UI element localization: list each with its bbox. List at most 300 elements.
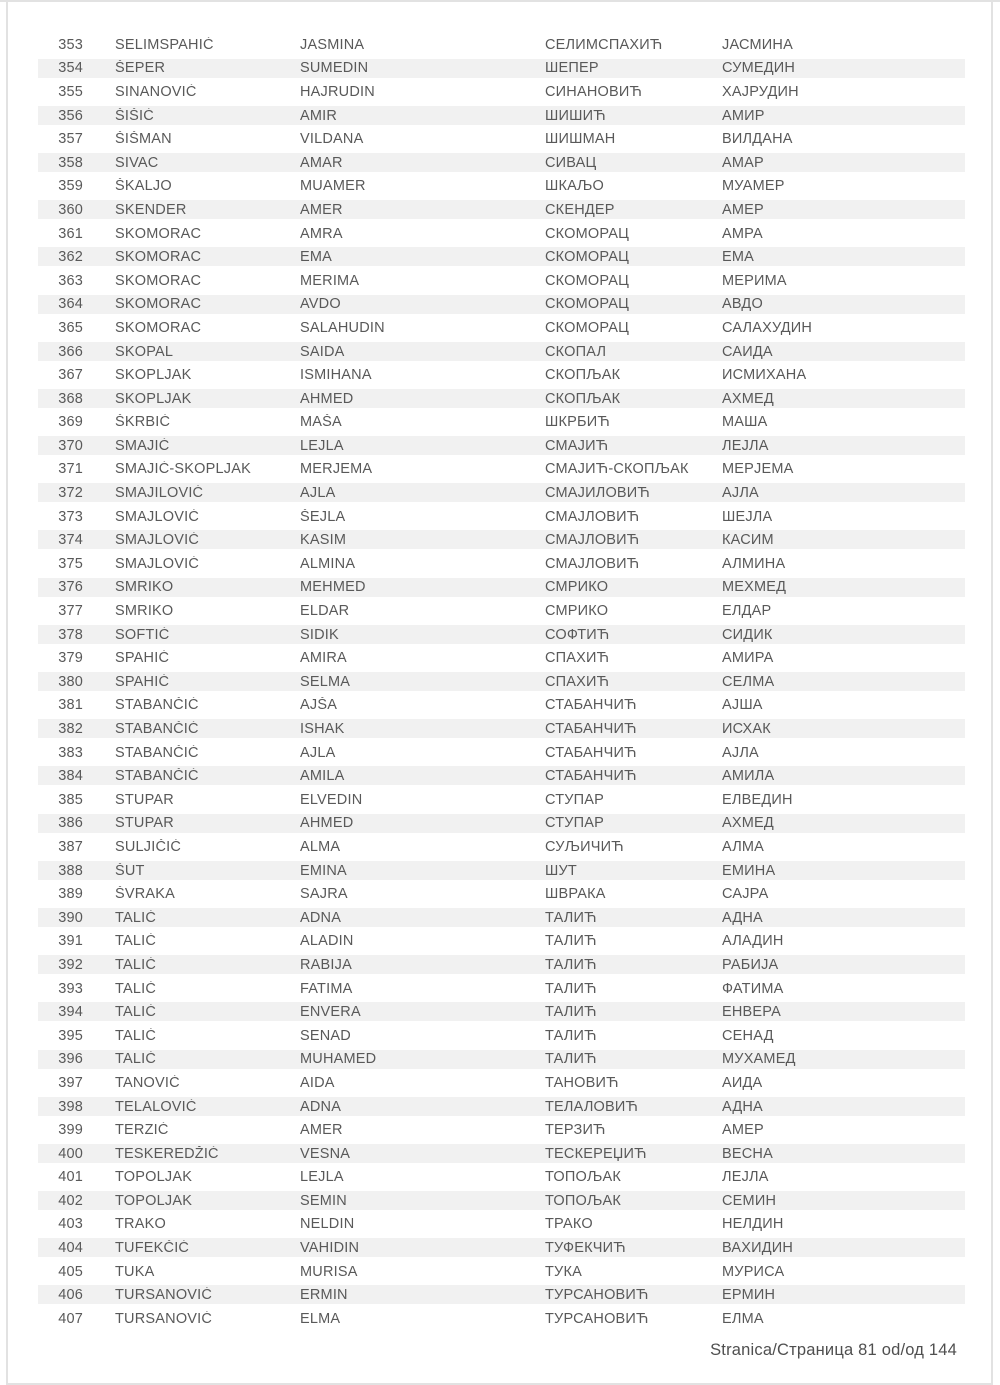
latin-given-name: AVDO — [300, 296, 341, 313]
cyrillic-surname: СКОМОРАЦ — [545, 319, 630, 336]
latin-surname: STABANČIĆ — [115, 744, 199, 761]
table-row — [38, 576, 965, 600]
latin-given-name: LEJLA — [300, 437, 344, 454]
latin-surname: SKOMORAC — [115, 225, 202, 242]
latin-given-name: SENAD — [300, 1027, 351, 1044]
latin-surname: SKOPLJAK — [115, 390, 192, 407]
row-number: 399 — [58, 1122, 83, 1139]
latin-given-name: SAJRA — [300, 886, 348, 903]
cyrillic-given-name: ИСХАК — [722, 721, 771, 738]
table-row — [38, 930, 965, 954]
cyrillic-surname: СКОМОРАЦ — [545, 296, 630, 313]
table-row — [38, 882, 965, 906]
latin-given-name: AJLA — [300, 744, 336, 761]
table-row — [38, 646, 965, 670]
cyrillic-surname: ШКРБИЋ — [545, 414, 610, 431]
latin-given-name: AMAR — [300, 154, 343, 171]
cyrillic-given-name: ИСМИХАНА — [722, 367, 807, 384]
cyrillic-surname: СМАЈИЋ — [545, 437, 609, 454]
latin-surname: TALIĆ — [115, 909, 157, 926]
table-row — [38, 835, 965, 859]
row-number: 370 — [58, 437, 83, 454]
table-row — [38, 788, 965, 812]
row-number: 373 — [58, 508, 83, 525]
latin-given-name: SAIDA — [300, 343, 345, 360]
latin-given-name: ALMA — [300, 838, 341, 855]
latin-surname: TURSANOVIĆ — [115, 1310, 213, 1327]
cyrillic-surname: ТЕЛАЛОВИЋ — [545, 1098, 639, 1115]
latin-given-name: MAŠA — [300, 414, 342, 431]
names-table — [38, 33, 965, 1331]
row-number: 367 — [58, 367, 83, 384]
row-number: 386 — [58, 815, 83, 832]
row-number: 397 — [58, 1074, 83, 1091]
row-number: 385 — [58, 791, 83, 808]
row-number: 381 — [58, 697, 83, 714]
table-row — [38, 1260, 965, 1284]
cyrillic-surname: ТУКА — [545, 1263, 582, 1280]
cyrillic-surname: ТАЛИЋ — [545, 1027, 597, 1044]
latin-given-name: KASIM — [300, 532, 347, 549]
row-number: 395 — [58, 1027, 83, 1044]
cyrillic-surname: СУЉИЧИЋ — [545, 838, 624, 855]
row-number: 382 — [58, 721, 83, 738]
row-number: 358 — [58, 154, 83, 171]
page-number-label: Stranica/Страница 81 od/од 144 — [710, 1341, 957, 1359]
latin-surname: TESKEREDŽIĆ — [115, 1145, 219, 1162]
cyrillic-given-name: АЈША — [722, 697, 763, 714]
cyrillic-surname: ШУТ — [545, 862, 577, 879]
latin-given-name: AMILA — [300, 768, 345, 785]
table-row — [38, 411, 965, 435]
row-number: 354 — [58, 60, 83, 77]
latin-surname: TOPOLJAK — [115, 1192, 193, 1209]
latin-given-name: MERJEMA — [300, 461, 373, 478]
table-row — [38, 316, 965, 340]
latin-surname: SMRIKO — [115, 579, 174, 596]
table-row — [38, 670, 965, 694]
latin-given-name: ENVERA — [300, 1004, 361, 1021]
latin-surname: SKOMORAC — [115, 249, 202, 266]
latin-given-name: JASMINA — [300, 36, 365, 53]
row-number: 392 — [58, 956, 83, 973]
latin-surname: STABANČIĆ — [115, 697, 199, 714]
latin-given-name: MEHMED — [300, 579, 366, 596]
row-number: 390 — [58, 909, 83, 926]
cyrillic-surname: ШИШИЋ — [545, 107, 606, 124]
latin-given-name: SIDIK — [300, 626, 339, 643]
cyrillic-given-name: ФАТИМА — [722, 980, 784, 997]
table-row — [38, 80, 965, 104]
latin-given-name: AHMED — [300, 390, 354, 407]
table-row — [38, 269, 965, 293]
row-number: 394 — [58, 1004, 83, 1021]
cyrillic-given-name: ХАЈРУДИН — [722, 83, 799, 100]
cyrillic-given-name: СЕНАД — [722, 1027, 774, 1044]
cyrillic-surname: СТАБАНЧИЋ — [545, 721, 637, 738]
cyrillic-given-name: КАСИМ — [722, 532, 774, 549]
latin-surname: TERZIĆ — [115, 1122, 169, 1139]
table-row — [38, 552, 965, 576]
row-number: 393 — [58, 980, 83, 997]
cyrillic-surname: СТУПАР — [545, 791, 605, 808]
row-number: 400 — [58, 1145, 83, 1162]
row-number: 407 — [58, 1310, 83, 1327]
table-row — [38, 1166, 965, 1190]
table-row — [38, 977, 965, 1001]
cyrillic-given-name: ВЕСНА — [722, 1145, 773, 1162]
cyrillic-surname: ТОПОЉАК — [545, 1192, 622, 1209]
latin-given-name: ERMIN — [300, 1287, 348, 1304]
cyrillic-given-name: ЛЕЈЛА — [722, 437, 769, 454]
cyrillic-surname: ТАНОВИЋ — [545, 1074, 619, 1091]
cyrillic-surname: ТАЛИЋ — [545, 956, 597, 973]
table-row — [38, 812, 965, 836]
latin-given-name: RABIJA — [300, 956, 352, 973]
row-number: 388 — [58, 862, 83, 879]
page-border-right — [991, 0, 993, 1383]
table-row — [38, 33, 965, 57]
table-row — [38, 1024, 965, 1048]
row-number: 366 — [58, 343, 83, 360]
row-number: 371 — [58, 461, 83, 478]
row-number: 376 — [58, 579, 83, 596]
cyrillic-surname: ТЕРЗИЋ — [545, 1122, 606, 1139]
table-row — [38, 623, 965, 647]
cyrillic-given-name: СИДИК — [722, 626, 773, 643]
cyrillic-surname: ТАЛИЋ — [545, 980, 597, 997]
latin-surname: TELALOVIĆ — [115, 1098, 197, 1115]
cyrillic-surname: ТРАКО — [545, 1216, 593, 1233]
table-row — [38, 599, 965, 623]
cyrillic-given-name: СУМЕДИН — [722, 60, 796, 77]
cyrillic-given-name: МЕРЈЕМА — [722, 461, 794, 478]
cyrillic-given-name: АИДА — [722, 1074, 763, 1091]
row-number: 353 — [58, 36, 83, 53]
cyrillic-given-name: ЕЛМА — [722, 1310, 764, 1327]
latin-surname: SKOPLJAK — [115, 367, 192, 384]
table-row — [38, 434, 965, 458]
cyrillic-surname: СТАБАНЧИЋ — [545, 697, 637, 714]
cyrillic-given-name: АДНА — [722, 1098, 763, 1115]
row-number: 372 — [58, 485, 83, 502]
latin-given-name: ISHAK — [300, 721, 345, 738]
cyrillic-given-name: АХМЕД — [722, 815, 774, 832]
latin-given-name: MURISA — [300, 1263, 358, 1280]
row-number: 406 — [58, 1287, 83, 1304]
cyrillic-surname: СКОПЉАК — [545, 367, 621, 384]
latin-given-name: SELMA — [300, 673, 351, 690]
cyrillic-given-name: ЕНВЕРА — [722, 1004, 782, 1021]
row-number: 404 — [58, 1240, 83, 1257]
cyrillic-surname: СМАЈЛОВИЋ — [545, 508, 640, 525]
table-row — [38, 340, 965, 364]
table-row — [38, 363, 965, 387]
latin-given-name: AMER — [300, 201, 343, 218]
latin-given-name: ELVEDIN — [300, 791, 363, 808]
latin-surname: SMAJIĆ — [115, 437, 170, 454]
table-row — [38, 1189, 965, 1213]
latin-surname: TALIĆ — [115, 1004, 157, 1021]
latin-surname: SKOMORAC — [115, 272, 202, 289]
latin-surname: STABANČIĆ — [115, 721, 199, 738]
row-number: 355 — [58, 83, 83, 100]
table-row — [38, 1071, 965, 1095]
cyrillic-given-name: ШЕЈЛА — [722, 508, 773, 525]
row-number: 402 — [58, 1192, 83, 1209]
cyrillic-given-name: ЈАСМИНА — [722, 36, 793, 53]
latin-surname: SELIMSPAHIĆ — [115, 36, 214, 53]
latin-given-name: AMER — [300, 1122, 343, 1139]
latin-surname: STUPAR — [115, 815, 174, 832]
latin-surname: SULJIČIĆ — [115, 838, 182, 855]
row-number: 369 — [58, 414, 83, 431]
cyrillic-surname: СМРИКО — [545, 603, 609, 620]
cyrillic-given-name: АЈЛА — [722, 744, 759, 761]
latin-given-name: ALADIN — [300, 933, 354, 950]
latin-surname: TOPOLJAK — [115, 1169, 193, 1186]
row-number: 374 — [58, 532, 83, 549]
latin-given-name: HAJRUDIN — [300, 83, 375, 100]
latin-given-name: AMRA — [300, 225, 343, 242]
latin-given-name: SUMEDIN — [300, 60, 369, 77]
cyrillic-given-name: АХМЕД — [722, 390, 774, 407]
row-number: 405 — [58, 1263, 83, 1280]
row-number: 357 — [58, 131, 83, 148]
table-row — [38, 104, 965, 128]
table-row — [38, 1307, 965, 1331]
table-row — [38, 1213, 965, 1237]
cyrillic-given-name: СЕМИН — [722, 1192, 777, 1209]
latin-given-name: ELMA — [300, 1310, 341, 1327]
latin-given-name: LEJLA — [300, 1169, 344, 1186]
latin-surname: SPAHIĆ — [115, 650, 170, 667]
cyrillic-surname: СКОПАЛ — [545, 343, 607, 360]
cyrillic-given-name: МУРИСА — [722, 1263, 785, 1280]
table-row — [38, 1048, 965, 1072]
latin-surname: SIVAC — [115, 154, 159, 171]
cyrillic-surname: СМРИКО — [545, 579, 609, 596]
cyrillic-given-name: САИДА — [722, 343, 773, 360]
cyrillic-given-name: МЕХМЕД — [722, 579, 787, 596]
table-row — [38, 741, 965, 765]
latin-given-name: ISMIHANA — [300, 367, 372, 384]
latin-surname: TALIĆ — [115, 980, 157, 997]
row-number: 401 — [58, 1169, 83, 1186]
latin-surname: SOFTIĆ — [115, 626, 170, 643]
cyrillic-surname: ШИШМАН — [545, 131, 616, 148]
latin-surname: SMAJIĆ-SKOPLJAK — [115, 461, 251, 478]
row-number: 391 — [58, 933, 83, 950]
table-row — [38, 222, 965, 246]
table-row — [38, 953, 965, 977]
row-number: 384 — [58, 768, 83, 785]
table-row — [38, 1000, 965, 1024]
latin-given-name: ŠEJLA — [300, 508, 346, 525]
table-row — [38, 151, 965, 175]
cyrillic-surname: ТАЛИЋ — [545, 1004, 597, 1021]
latin-given-name: NELDIN — [300, 1216, 355, 1233]
latin-surname: TRAKO — [115, 1216, 166, 1233]
row-number: 356 — [58, 107, 83, 124]
table-row — [38, 1095, 965, 1119]
latin-surname: STABANČIĆ — [115, 768, 199, 785]
latin-surname: SKENDER — [115, 201, 187, 218]
table-row — [38, 528, 965, 552]
cyrillic-surname: СКОМОРАЦ — [545, 249, 630, 266]
latin-surname: SKOMORAC — [115, 319, 202, 336]
cyrillic-surname: СПАХИЋ — [545, 650, 610, 667]
table-row — [38, 717, 965, 741]
cyrillic-surname: СМАЈЛОВИЋ — [545, 555, 640, 572]
row-number: 378 — [58, 626, 83, 643]
latin-surname: SKOMORAC — [115, 296, 202, 313]
page-border-left — [6, 0, 8, 1383]
cyrillic-given-name: АМЕР — [722, 1122, 764, 1139]
latin-surname: ŠUT — [115, 862, 145, 879]
latin-surname: STUPAR — [115, 791, 174, 808]
cyrillic-surname: СКОМОРАЦ — [545, 272, 630, 289]
latin-surname: SPAHIĆ — [115, 673, 170, 690]
row-number: 375 — [58, 555, 83, 572]
latin-surname: TALIĆ — [115, 933, 157, 950]
row-number: 364 — [58, 296, 83, 313]
table-row — [38, 694, 965, 718]
latin-given-name: AJLA — [300, 485, 336, 502]
table-row — [38, 1283, 965, 1307]
latin-given-name: EMA — [300, 249, 333, 266]
cyrillic-given-name: ЕЛДАР — [722, 603, 772, 620]
latin-surname: ŠIŠIĆ — [115, 107, 154, 124]
latin-given-name: VILDANA — [300, 131, 364, 148]
latin-surname: TURSANOVIĆ — [115, 1287, 213, 1304]
cyrillic-given-name: АЛМА — [722, 838, 765, 855]
row-number: 365 — [58, 319, 83, 336]
latin-given-name: AMIRA — [300, 650, 347, 667]
cyrillic-given-name: АМРА — [722, 225, 763, 242]
row-number: 368 — [58, 390, 83, 407]
row-number: 380 — [58, 673, 83, 690]
row-number: 362 — [58, 249, 83, 266]
latin-surname: SMRIKO — [115, 603, 174, 620]
row-number: 360 — [58, 201, 83, 218]
latin-surname: TANOVIĆ — [115, 1074, 180, 1091]
latin-surname: SMAJLOVIĆ — [115, 555, 199, 572]
table-row — [38, 198, 965, 222]
page-border-top — [0, 0, 1000, 2]
latin-given-name: SALAHUDIN — [300, 319, 385, 336]
table-row — [38, 859, 965, 883]
cyrillic-surname: ТАЛИЋ — [545, 1051, 597, 1068]
cyrillic-given-name: АЈЛА — [722, 485, 759, 502]
cyrillic-surname: ТУФЕКЧИЋ — [545, 1240, 626, 1257]
cyrillic-surname: СТАБАНЧИЋ — [545, 744, 637, 761]
table-row — [38, 458, 965, 482]
cyrillic-surname: СКОМОРАЦ — [545, 225, 630, 242]
cyrillic-given-name: ЕМИНА — [722, 862, 776, 879]
row-number: 403 — [58, 1216, 83, 1233]
cyrillic-given-name: АМЕР — [722, 201, 764, 218]
cyrillic-given-name: ЕЛВЕДИН — [722, 791, 793, 808]
row-number: 398 — [58, 1098, 83, 1115]
row-number: 363 — [58, 272, 83, 289]
cyrillic-surname: ШЕПЕР — [545, 60, 599, 77]
latin-given-name: EMINA — [300, 862, 347, 879]
row-number: 361 — [58, 225, 83, 242]
cyrillic-given-name: ВАХИДИН — [722, 1240, 794, 1257]
cyrillic-surname: ТАЛИЋ — [545, 933, 597, 950]
latin-given-name: VESNA — [300, 1145, 351, 1162]
table-row — [38, 906, 965, 930]
cyrillic-surname: СИНАНОВИЋ — [545, 83, 643, 100]
cyrillic-surname: ТУРСАНОВИЋ — [545, 1310, 649, 1327]
latin-surname: ŠIŠMAN — [115, 131, 172, 148]
latin-surname: TALIĆ — [115, 1027, 157, 1044]
row-number: 389 — [58, 886, 83, 903]
row-number: 383 — [58, 744, 83, 761]
latin-surname: TALIĆ — [115, 1051, 157, 1068]
latin-given-name: ELDAR — [300, 603, 350, 620]
cyrillic-given-name: МЕРИМА — [722, 272, 787, 289]
table-row — [38, 127, 965, 151]
cyrillic-surname: СЕЛИМСПАХИЋ — [545, 36, 663, 53]
cyrillic-given-name: АМИР — [722, 107, 765, 124]
latin-given-name: VAHIDIN — [300, 1240, 360, 1257]
cyrillic-given-name: АМИЛА — [722, 768, 775, 785]
latin-given-name: AHMED — [300, 815, 354, 832]
cyrillic-given-name: АЛМИНА — [722, 555, 786, 572]
table-row — [38, 175, 965, 199]
latin-given-name: FATIMA — [300, 980, 353, 997]
latin-surname: TUKA — [115, 1263, 155, 1280]
latin-surname: SMAJILOVIĆ — [115, 485, 204, 502]
latin-given-name: AJŠA — [300, 697, 338, 714]
latin-surname: TUFEKČIĆ — [115, 1240, 190, 1257]
cyrillic-surname: СМАЈИЛОВИЋ — [545, 485, 651, 502]
latin-surname: ŠKALJO — [115, 178, 172, 195]
latin-surname: ŠEPER — [115, 60, 166, 77]
cyrillic-surname: ТОПОЉАК — [545, 1169, 622, 1186]
cyrillic-given-name: ЕРМИН — [722, 1287, 776, 1304]
table-row — [38, 1142, 965, 1166]
cyrillic-given-name: МУХАМЕД — [722, 1051, 796, 1068]
cyrillic-surname: СИВАЦ — [545, 154, 597, 171]
latin-given-name: MUAMER — [300, 178, 366, 195]
cyrillic-surname: СТАБАНЧИЋ — [545, 768, 637, 785]
cyrillic-surname: ТУРСАНОВИЋ — [545, 1287, 649, 1304]
table-row — [38, 57, 965, 81]
latin-surname: SMAJLOVIĆ — [115, 508, 199, 525]
row-number: 387 — [58, 838, 83, 855]
latin-given-name: AIDA — [300, 1074, 335, 1091]
cyrillic-surname: ШВРАКА — [545, 886, 606, 903]
latin-given-name: ALMINA — [300, 555, 356, 572]
cyrillic-surname: СКОПЉАК — [545, 390, 621, 407]
cyrillic-surname: СОФТИЋ — [545, 626, 610, 643]
cyrillic-surname: ТАЛИЋ — [545, 909, 597, 926]
latin-given-name: ADNA — [300, 1098, 342, 1115]
latin-given-name: ADNA — [300, 909, 342, 926]
cyrillic-surname: ШКАЉО — [545, 178, 605, 195]
table-row — [38, 387, 965, 411]
cyrillic-surname: СТУПАР — [545, 815, 605, 832]
latin-given-name: AMIR — [300, 107, 338, 124]
cyrillic-given-name: ЛЕЈЛА — [722, 1169, 769, 1186]
table-row — [38, 764, 965, 788]
cyrillic-given-name: АЛАДИН — [722, 933, 784, 950]
latin-surname: SMAJLOVIĆ — [115, 532, 199, 549]
table-row — [38, 1236, 965, 1260]
